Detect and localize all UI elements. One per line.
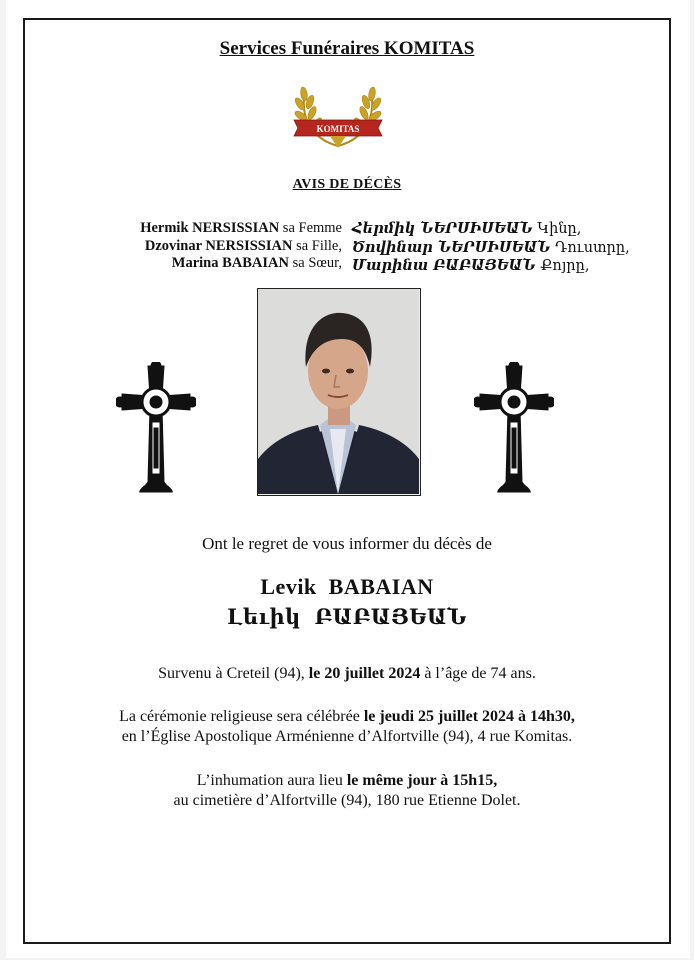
portrait-illustration	[258, 289, 419, 494]
family-row	[140, 220, 342, 238]
family-list-fr	[140, 220, 342, 273]
burial-prefix: L’inhumation aura lieu	[196, 772, 347, 789]
death-date: le 20 juillet 2024	[308, 665, 421, 682]
ceremony-info	[0, 707, 694, 747]
family-relation: Դուստրը,	[555, 239, 630, 256]
family-list-hy	[352, 220, 630, 276]
death-line	[0, 664, 694, 684]
ceremony-place: en l’Église Apostolique Arménienne d’Alfortville (94), 4 rue Komitas.	[121, 728, 573, 745]
komitas-logo	[290, 68, 386, 154]
family-row	[140, 238, 342, 256]
family-name: Marina BABAIAN	[171, 255, 289, 271]
burial-place: au cimetière d’Alfortville (94), 180 rue Etienne Dolet.	[173, 792, 521, 809]
family-row	[352, 220, 630, 239]
family-relation: sa Sœur,	[292, 255, 342, 271]
family-relation: Քոյրը,	[540, 258, 590, 274]
family-row	[140, 255, 342, 273]
family-name: Dzovinar NERSISSIAN	[144, 237, 293, 254]
family-relation: Կինը,	[537, 221, 582, 237]
ceremony-prefix: La cérémonie religieuse sera célébrée	[119, 708, 364, 725]
khachkar-cross-icon	[474, 362, 554, 497]
family-name: Hermik NERSISSIAN	[140, 220, 280, 236]
death-suffix: à l’âge de 74 ans.	[420, 665, 536, 682]
regret-line: Ont le regret de vous informer du décès de	[202, 534, 492, 553]
notice-heading: AVIS DE DÉCÈS	[292, 177, 402, 192]
deceased-name-hy: Լեւիկ ԲԱԲԱՅԵԱՆ	[227, 604, 467, 629]
burial-info	[0, 771, 694, 811]
deceased-name-fr: Levik BABAIAN	[260, 574, 434, 599]
portrait-photo	[257, 288, 421, 496]
family-name: Հերմիկ ՆԵՐՍԻՍԵԱՆ	[352, 220, 533, 237]
family-row	[352, 257, 630, 276]
ceremony-line-1	[0, 707, 694, 727]
khachkar-cross-icon	[116, 362, 196, 497]
family-relation: sa Femme	[282, 220, 342, 236]
family-relation: sa Fille,	[296, 237, 342, 254]
page-title: Services Funéraires KOMITAS	[219, 38, 475, 59]
ceremony-datetime: le jeudi 25 juillet 2024 à 14h30,	[363, 708, 575, 725]
death-prefix: Survenu à Creteil (94),	[158, 665, 309, 682]
family-name: Մարինա ԲԱԲԱՅԵԱՆ	[352, 257, 536, 274]
burial-line-1	[0, 771, 694, 791]
death-info	[0, 664, 694, 684]
logo-text: KOMITAS	[316, 124, 360, 134]
burial-time: le même jour à 15h15,	[346, 772, 498, 789]
family-name: Ծովինար ՆԵՐՍԻՍԵԱՆ	[352, 238, 551, 256]
family-row	[352, 239, 630, 258]
